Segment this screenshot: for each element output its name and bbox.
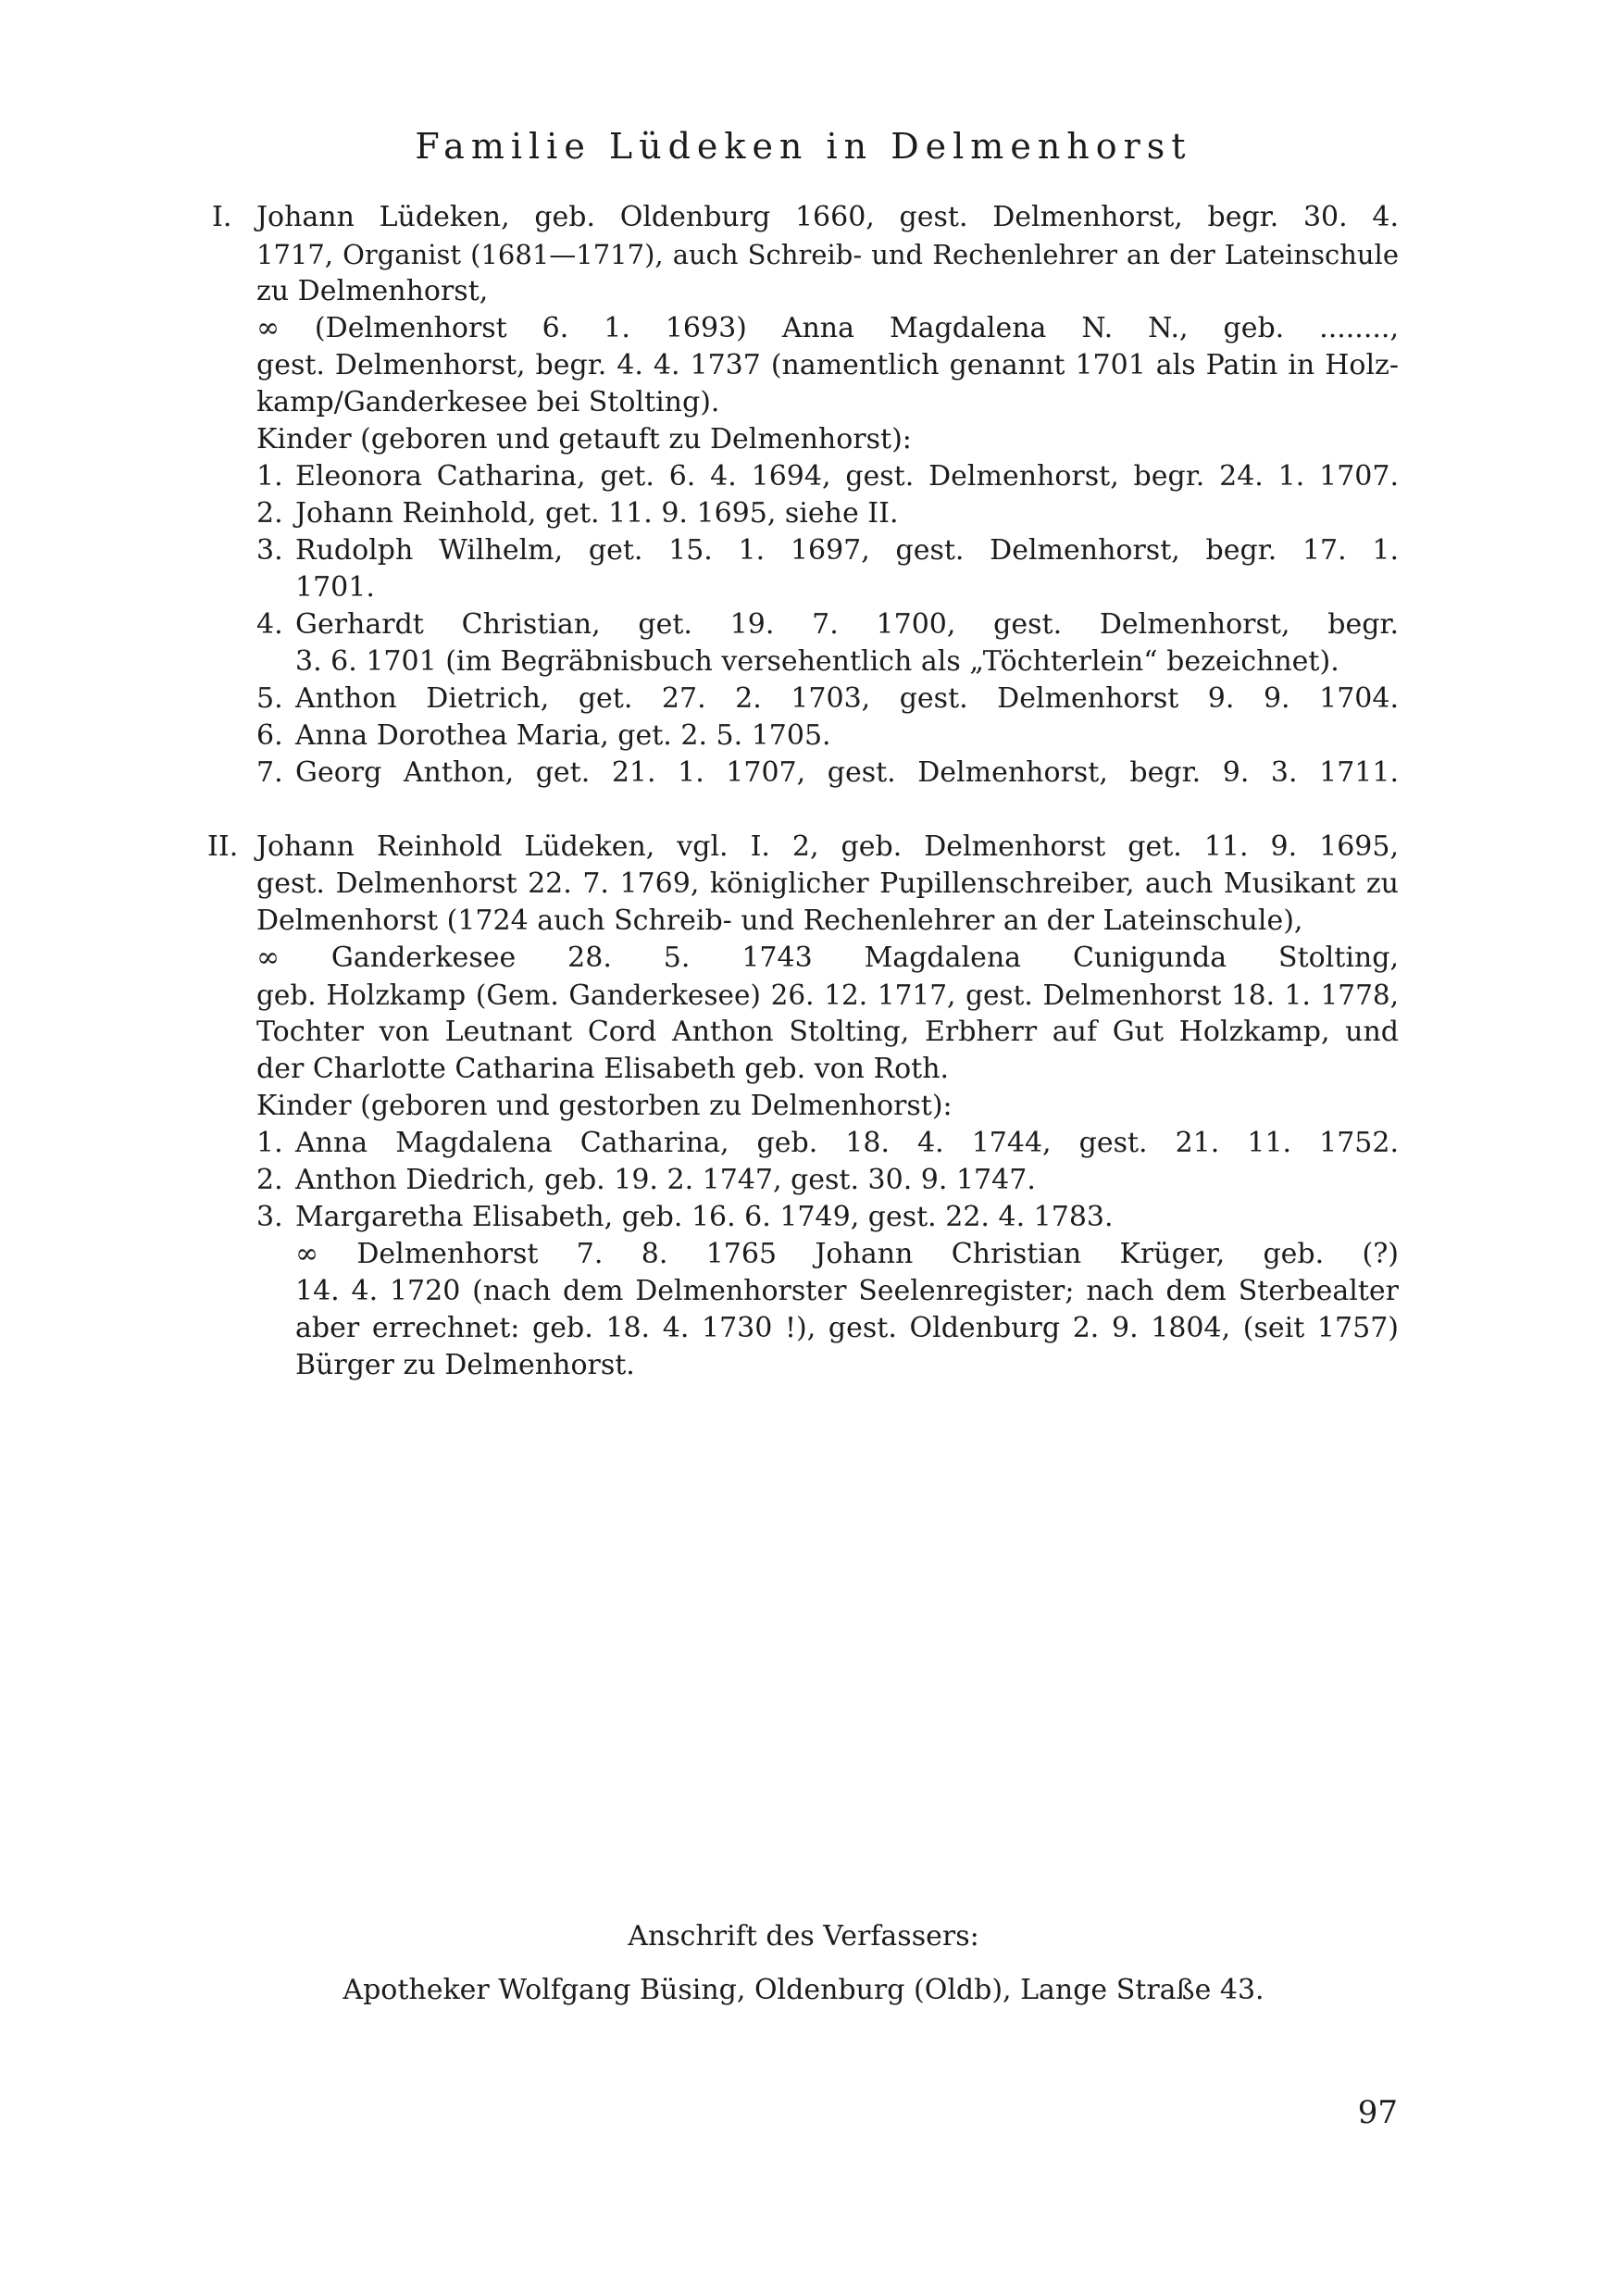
section-marker-2: II.: [207, 830, 239, 863]
child-number: 6.: [256, 719, 283, 752]
child-entry-line: Bürger zu Delmenhorst.: [295, 1349, 635, 1381]
section-marker-1: I.: [212, 201, 232, 233]
child-entry-line: 3. 6. 1701 (im Begräbnisbuch versehentlich als „Töchterlein“ bezeichnet).: [295, 645, 1339, 678]
child-number: 1.: [256, 1127, 283, 1159]
section2-line-7: der Charlotte Catharina Elisabeth geb. von Roth.: [256, 1053, 950, 1085]
child-entry-line: Anthon Diedrich, geb. 19. 2. 1747, gest. 30. 9. 1747.: [295, 1164, 1036, 1196]
section2-line-6: Tochter von Leutnant Cord Anthon Stolting, Erbherr auf Gut Holzkamp, und: [256, 1016, 1399, 1048]
child-entry-line: aber errechnet: geb. 18. 4. 1730 !), gest. Oldenburg 2. 9. 1804, (seit 1757): [295, 1312, 1399, 1344]
child-entry-line: Rudolph Wilhelm, get. 15. 1. 1697, gest. Delmenhorst, begr. 17. 1.: [295, 534, 1399, 567]
section2-line-1: Johann Reinhold Lüdeken, vgl. I. 2, geb. Delmenhorst get. 11. 9. 1695,: [256, 830, 1399, 863]
section2-line-5: geb. Holzkamp (Gem. Ganderkesee) 26. 12. 1717, gest. Delmenhorst 18. 1. 1778,: [256, 980, 1399, 1011]
child-marriage-line: ∞ Delmenhorst 7. 8. 1765 Johann Christian Krüger, geb. (?): [295, 1238, 1399, 1270]
section1-marriage-line: ∞ (Delmenhorst 6. 1. 1693) Anna Magdalena N. N., geb. ........,: [256, 312, 1399, 344]
section2-marriage-line: ∞ Ganderkesee 28. 5. 1743 Magdalena Cunigunda Stolting,: [256, 942, 1399, 974]
child-entry-line: Anna Dorothea Maria, get. 2. 5. 1705.: [295, 719, 831, 752]
child-entry-line: 1701.: [295, 571, 375, 604]
child-entry-line: Georg Anthon, get. 21. 1. 1707, gest. Delmenhorst, begr. 9. 3. 1711.: [295, 756, 1399, 789]
child-entry-line: 14. 4. 1720 (nach dem Delmenhorster Seelenregister; nach dem Sterbealter: [295, 1275, 1399, 1307]
section1-children-heading: Kinder (geboren und getauft zu Delmenhorst):: [256, 423, 912, 455]
child-entry-line: Margaretha Elisabeth, geb. 16. 6. 1749, gest. 22. 4. 1783.: [295, 1201, 1114, 1233]
child-entry-line: Anna Magdalena Catharina, geb. 18. 4. 1744, gest. 21. 11. 1752.: [295, 1127, 1399, 1159]
child-number: 5.: [256, 682, 283, 715]
section1-line-2: 1717, Organist (1681—1717), auch Schreib- und Rechenlehrer an der Lateinschule: [256, 239, 1399, 270]
address-heading: Anschrift des Verfassers:: [628, 1920, 979, 1953]
child-number: 7.: [256, 756, 283, 789]
page-title: Familie Lüdeken in Delmenhorst: [415, 126, 1192, 167]
child-number: 3.: [256, 1201, 283, 1233]
page-number: 97: [1357, 2094, 1398, 2131]
child-entry-line: Anthon Dietrich, get. 27. 2. 1703, gest. Delmenhorst 9. 9. 1704.: [295, 682, 1399, 715]
section2-children-heading: Kinder (geboren und gestorben zu Delmenhorst):: [256, 1090, 953, 1122]
section1-line-3: zu Delmenhorst,: [256, 275, 489, 307]
section1-line-6: kamp/Ganderkesee bei Stolting).: [256, 386, 720, 418]
child-number: 2.: [256, 497, 283, 530]
child-entry-line: Eleonora Catharina, get. 6. 4. 1694, gest. Delmenhorst, begr. 24. 1. 1707.: [295, 460, 1399, 493]
section2-line-3: Delmenhorst (1724 auch Schreib- und Rechenlehrer an der Lateinschule),: [256, 905, 1303, 937]
child-number: 1.: [256, 460, 283, 493]
child-number: 2.: [256, 1164, 283, 1196]
child-number: 3.: [256, 534, 283, 567]
section2-line-2: gest. Delmenhorst 22. 7. 1769, königlicher Pupillenschreiber, auch Musikant zu: [256, 867, 1399, 900]
section1-line-1: Johann Lüdeken, geb. Oldenburg 1660, gest. Delmenhorst, begr. 30. 4.: [256, 201, 1399, 233]
child-entry-line: Gerhardt Christian, get. 19. 7. 1700, gest. Delmenhorst, begr.: [295, 608, 1399, 641]
section1-line-5: gest. Delmenhorst, begr. 4. 4. 1737 (namentlich genannt 1701 als Patin in Holz-: [256, 349, 1399, 381]
child-entry-line: Johann Reinhold, get. 11. 9. 1695, siehe II.: [295, 497, 899, 530]
address-text: Apotheker Wolfgang Büsing, Oldenburg (Oldb), Lange Straße 43.: [343, 1974, 1264, 2006]
child-number: 4.: [256, 608, 283, 641]
